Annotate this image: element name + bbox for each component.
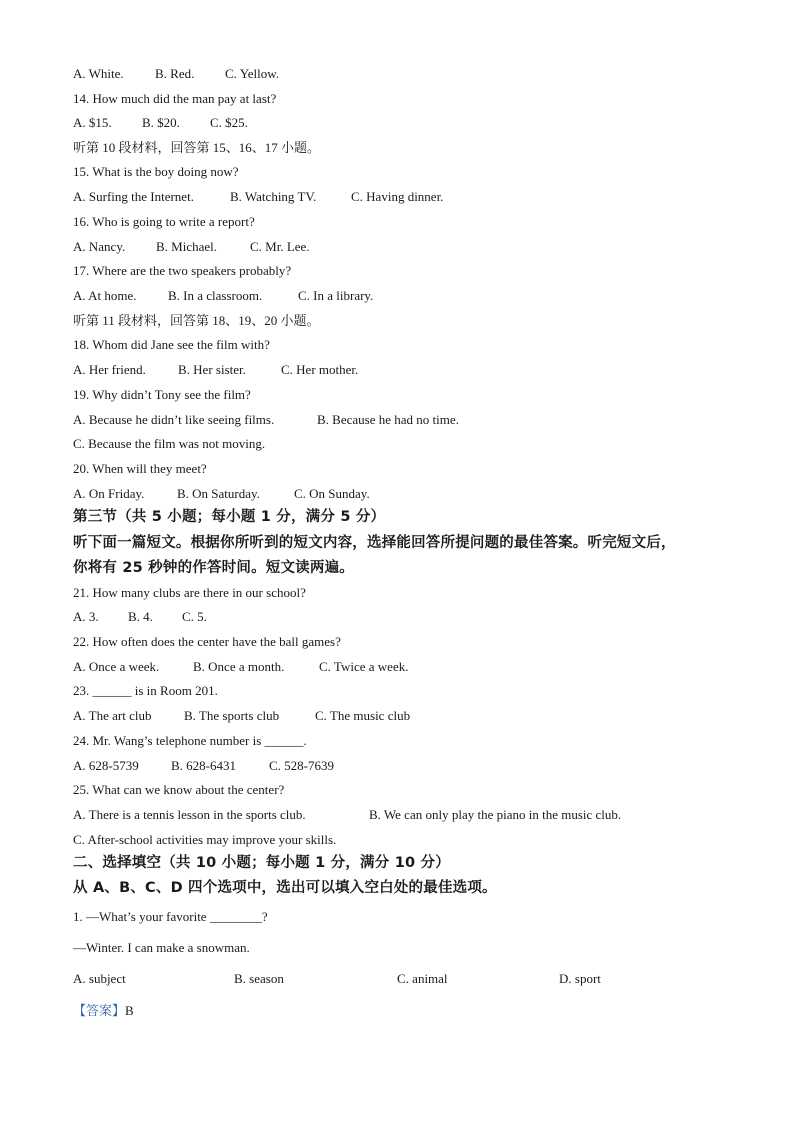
options-17: [73, 288, 373, 304]
part-two-instruction: 从 A、B、C、D 四个选项中，选出可以填入空白处的最佳选项。: [73, 880, 497, 896]
option-b: B. season: [234, 971, 284, 986]
question-20: 20. When will they meet?: [73, 461, 207, 476]
option-b: B. On Saturday.: [177, 486, 260, 501]
option-a: A. Once a week.: [73, 659, 160, 674]
options-22: [73, 659, 408, 675]
options-13: [73, 66, 279, 82]
answer-line: [73, 1003, 134, 1019]
option-b: B. We can only play the piano in the music club.: [369, 807, 622, 822]
option-b: B. The sports club: [184, 708, 280, 723]
section-three-instruction-1: 听下面一篇短文。根据你所听到的短文内容，选择能回答所提问题的最佳答案。听完短文后，: [73, 535, 676, 551]
question-24: 24. Mr. Wang’s telephone number is ______.: [73, 733, 307, 748]
option-c: C. 5.: [182, 609, 207, 624]
option-25-c: C. After-school activities may improve your skills.: [73, 832, 337, 847]
option-a: A. Nancy.: [73, 239, 126, 254]
option-a: A. The art club: [73, 708, 152, 723]
question-1-reply: —Winter. I can make a snowman.: [73, 940, 250, 955]
option-a: A. On Friday.: [73, 486, 145, 501]
answer-value: B: [125, 1003, 134, 1018]
option-c: C. 528-7639: [269, 758, 334, 773]
option-c: C. animal: [397, 971, 448, 986]
question-14: 14. How much did the man pay at last?: [73, 91, 277, 106]
option-c: C. Her mother.: [281, 362, 359, 377]
options-15: [73, 189, 443, 205]
option-b: B. Because he had no time.: [317, 412, 459, 427]
option-c: C. Yellow.: [225, 66, 280, 81]
option-b: B. 4.: [128, 609, 153, 624]
option-b: B. Michael.: [156, 239, 218, 254]
question-22: 22. How often does the center have the ball games?: [73, 634, 341, 649]
option-b: B. In a classroom.: [168, 288, 263, 303]
options-24: [73, 758, 334, 774]
option-a: A. 628-5739: [73, 758, 139, 773]
question-19: 19. Why didn’t Tony see the film?: [73, 387, 251, 402]
question-1: 1. —What’s your favorite ________?: [73, 909, 268, 924]
question-18: 18. Whom did Jane see the film with?: [73, 337, 270, 352]
section-three-instruction-2: 你将有 25 秒钟的作答时间。短文读两遍。: [73, 560, 354, 576]
option-a: A. Her friend.: [73, 362, 146, 377]
part-two-heading: 二、选择填空（共 10 小题；每小题 1 分，满分 10 分）: [73, 855, 450, 871]
option-d: D. sport: [559, 971, 601, 986]
options-19: [73, 412, 459, 428]
options-18: [73, 362, 358, 378]
options-23: [73, 708, 410, 724]
question-23: 23. ______ is in Room 201.: [73, 683, 218, 698]
option-a: A. $15.: [73, 115, 112, 130]
options-21: [73, 609, 207, 625]
option-c: C. $25.: [210, 115, 248, 130]
options-25: [73, 807, 621, 823]
option-b: B. 628-6431: [171, 758, 236, 773]
question-25: 25. What can we know about the center?: [73, 782, 285, 797]
option-a: A. White.: [73, 66, 124, 81]
options-16: [73, 239, 310, 255]
option-b: B. Once a month.: [193, 659, 285, 674]
option-a: A. There is a tennis lesson in the sports club.: [73, 807, 306, 822]
option-c: C. In a library.: [298, 288, 374, 303]
option-c: C. The music club: [315, 708, 411, 723]
option-b: B. Watching TV.: [230, 189, 317, 204]
options-20: [73, 486, 370, 502]
option-b: B. $20.: [142, 115, 180, 130]
option-c: C. On Sunday.: [294, 486, 370, 501]
instruction-section-11: 听第 11 段材料，回答第 18、19、20 小题。: [73, 313, 320, 328]
option-a: A. At home.: [73, 288, 137, 303]
option-a: A. Surfing the Internet.: [73, 189, 194, 204]
question-17: 17. Where are the two speakers probably?: [73, 263, 292, 278]
option-19-c: C. Because the film was not moving.: [73, 436, 266, 451]
instruction-section-10: 听第 10 段材料，回答第 15、16、17 小题。: [73, 140, 321, 155]
options-14: [73, 115, 248, 131]
options-1: [73, 971, 601, 987]
option-b: B. Her sister.: [178, 362, 246, 377]
section-three-heading: 第三节（共 5 小题；每小题 1 分，满分 5 分）: [73, 509, 386, 525]
question-16: 16. Who is going to write a report?: [73, 214, 255, 229]
option-a: A. 3.: [73, 609, 99, 624]
option-a: A. subject: [73, 971, 126, 986]
question-21: 21. How many clubs are there in our school?: [73, 585, 306, 600]
answer-tag: 【答案】: [73, 1003, 126, 1018]
option-a: A. Because he didn’t like seeing films.: [73, 412, 275, 427]
option-c: C. Mr. Lee.: [250, 239, 310, 254]
question-15: 15. What is the boy doing now?: [73, 164, 239, 179]
option-b: B. Red.: [155, 66, 195, 81]
option-c: C. Twice a week.: [319, 659, 409, 674]
option-c: C. Having dinner.: [351, 189, 444, 204]
